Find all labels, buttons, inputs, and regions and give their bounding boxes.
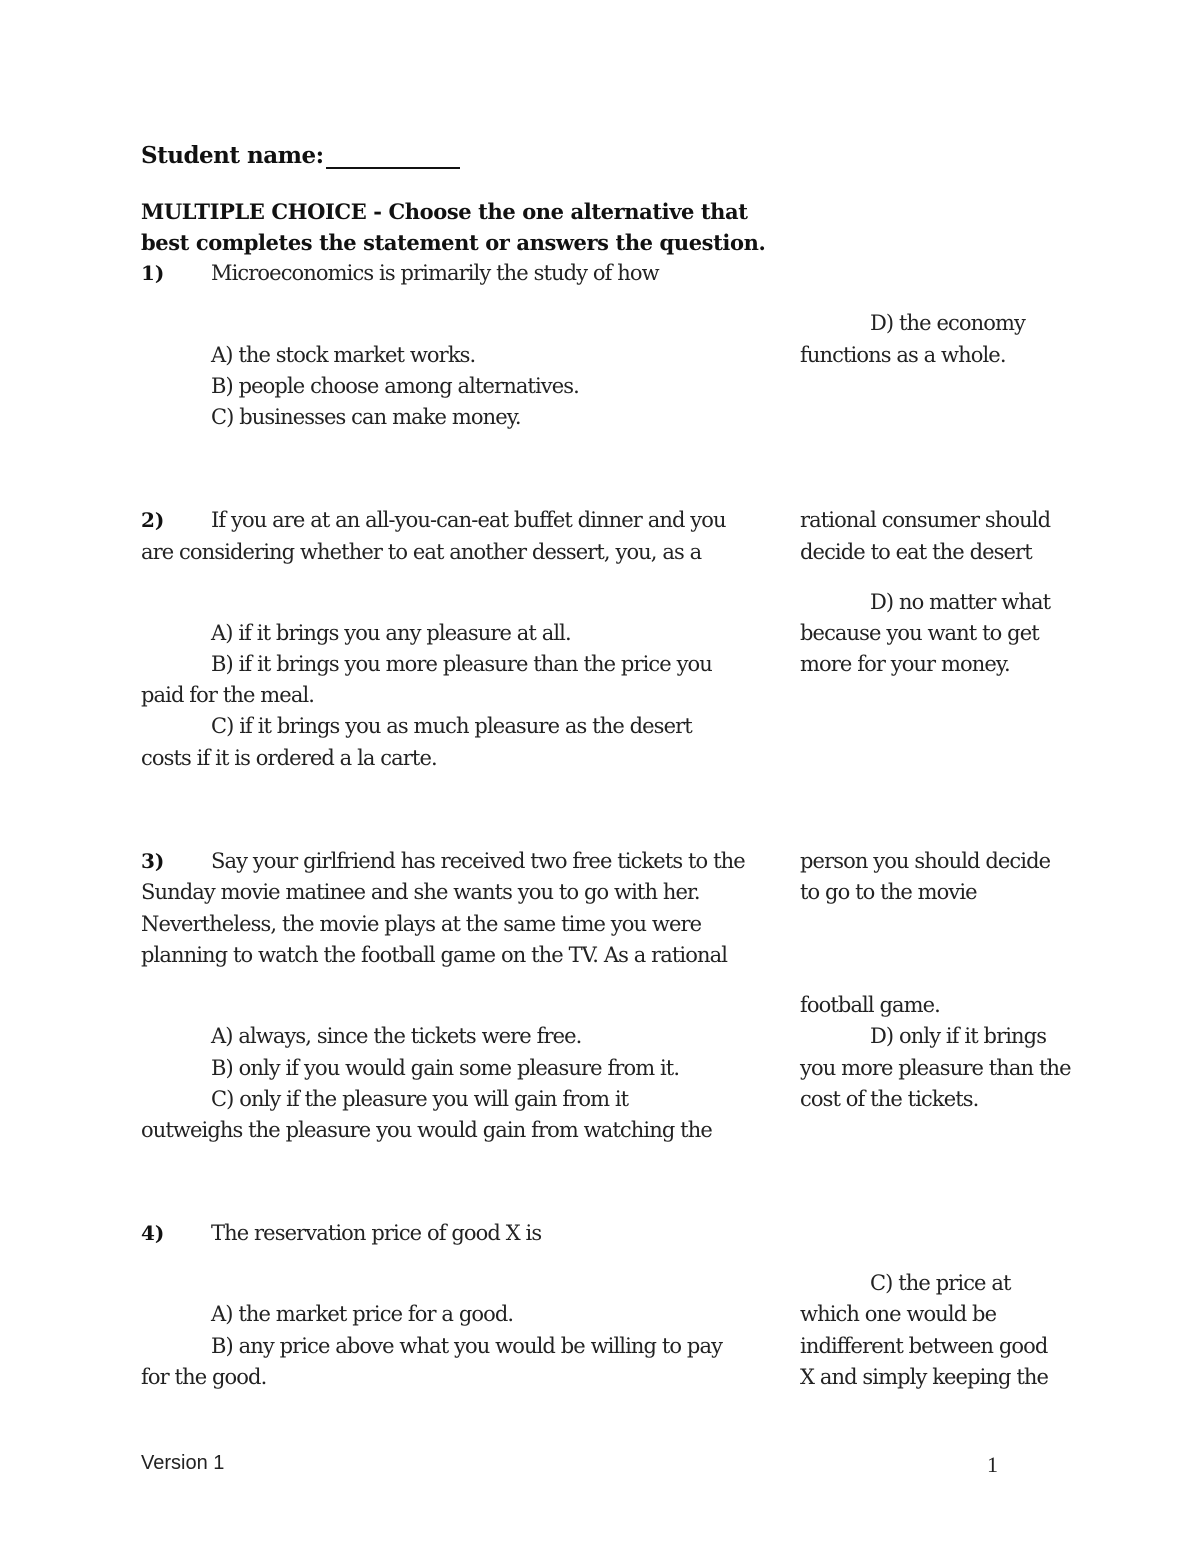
question-3-option-b: B) only if you would gain some pleasure from it. [211,1056,680,1080]
question-2-option-d-line-2: because you want to get [800,621,1039,645]
question-1-option-d-line-2: functions as a whole. [800,343,1006,367]
question-4-option-c-line-2: which one would be [800,1302,997,1326]
question-2-option-b-line-1: B) if it brings you more pleasure than the price you [211,652,712,676]
student-name-field [141,142,460,169]
question-2-option-b-line-2: paid for the meal. [141,683,315,707]
question-3-stem-line-3: Nevertheless, the movie plays at the same time you were [141,912,702,936]
question-4-option-c-line-4: X and simply keeping the [800,1365,1049,1389]
question-3-stem-line-4: planning to watch the football game on the TV. As a rational [141,943,728,967]
question-4-option-b-line-2: for the good. [141,1365,267,1389]
question-4-option-a: A) the market price for a good. [211,1302,514,1326]
question-2-option-c-line-2: costs if it is ordered a la carte. [141,746,437,770]
question-1-stem: Microeconomics is primarily the study of how [211,261,659,285]
question-4-stem: The reservation price of good X is [211,1221,542,1245]
question-3-option-d-line-2: you more pleasure than the [800,1056,1071,1080]
instructions-line-2: best completes the statement or answers the question. [141,230,766,255]
question-1-number: 1) [141,261,165,285]
question-2-option-d-line-1: D) no matter what [870,590,1051,614]
question-3-option-a: A) always, since the tickets were free. [211,1024,582,1048]
question-2-stem-continued-1: rational consumer should [800,508,1051,532]
question-4-option-b-line-1: B) any price above what you would be willing to pay [211,1334,723,1358]
instructions-line-1: MULTIPLE CHOICE - Choose the one alternative that [141,199,748,224]
version-label: Version 1 [141,1452,225,1474]
question-3-option-d-line-3: cost of the tickets. [800,1087,979,1111]
question-1-option-c: C) businesses can make money. [211,405,521,429]
question-2-stem-line-2: are considering whether to eat another dessert, you, as a [141,540,702,564]
question-1-option-b: B) people choose among alternatives. [211,374,579,398]
question-3-stem-continued-1: person you should decide [800,849,1051,873]
question-2-stem-continued-2: decide to eat the desert [800,540,1032,564]
student-name-blank [326,145,460,169]
question-4-number: 4) [141,1221,165,1245]
question-3-option-c-line-3: football game. [800,993,940,1017]
page-number: 1 [987,1452,998,1477]
question-3-option-c-line-2: outweighs the pleasure you would gain from watching the [141,1118,712,1142]
question-1-option-d-line-1: D) the economy [870,311,1025,335]
question-4-option-c-line-1: C) the price at [870,1271,1011,1295]
question-3-option-d-line-1: D) only if it brings [870,1024,1047,1048]
question-2-stem-line-1: If you are at an all-you-can-eat buffet dinner and you [211,508,726,532]
question-2-option-a: A) if it brings you any pleasure at all. [211,621,571,645]
question-3-stem-continued-2: to go to the movie [800,880,977,904]
question-3-option-c-line-1: C) only if the pleasure you will gain from it [211,1087,629,1111]
question-3-number: 3) [141,849,165,873]
student-name-label: Student name: [141,142,324,169]
question-4-option-c-line-3: indifferent between good [800,1334,1048,1358]
question-2-option-d-line-3: more for your money. [800,652,1010,676]
question-1-option-a: A) the stock market works. [211,343,476,367]
question-3-stem-line-1: Say your girlfriend has received two free tickets to the [211,849,745,873]
question-3-stem-line-2: Sunday movie matinee and she wants you to go with her. [141,880,700,904]
question-2-number: 2) [141,508,165,532]
question-2-option-c-line-1: C) if it brings you as much pleasure as the desert [211,714,692,738]
